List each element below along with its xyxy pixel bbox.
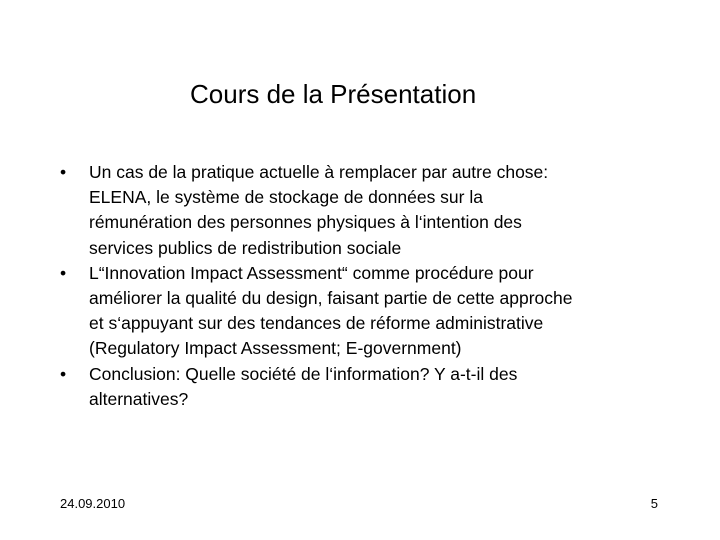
bullet-line: ELENA, le système de stockage de données sur la — [89, 187, 483, 208]
bullet-line: Un cas de la pratique actuelle à remplacer par autre chose: — [89, 162, 549, 182]
bullet-line: améliorer la qualité du design, faisant partie de cette approche — [89, 288, 573, 309]
footer-date: 24.09.2010 — [60, 496, 126, 511]
bullet-item — [60, 160, 680, 261]
slide-title: Cours de la Présentation — [190, 79, 477, 109]
bullet-item — [60, 362, 680, 412]
bullet-list — [60, 160, 680, 412]
bullet-marker: • — [60, 162, 67, 182]
bullet-line: alternatives? — [89, 388, 189, 409]
bullet-line: L“Innovation Impact Assessment“ comme procédure pour — [89, 262, 534, 283]
bullet-line: services publics de redistribution sociale — [89, 237, 402, 258]
bullet-line: et s‘appuyant sur des tendances de réforme administrative — [89, 313, 544, 334]
bullet-line: Conclusion: Quelle société de l‘information? Y a-t-il des — [89, 363, 518, 384]
bullet-marker: • — [60, 262, 67, 283]
bullet-item — [60, 261, 680, 362]
bullet-marker: • — [60, 363, 67, 384]
page-number: 5 — [650, 496, 658, 511]
bullet-line: rémunération des personnes physiques à l‘intention des — [89, 212, 522, 233]
bullet-line: (Regulatory Impact Assessment; E-government) — [89, 338, 462, 359]
